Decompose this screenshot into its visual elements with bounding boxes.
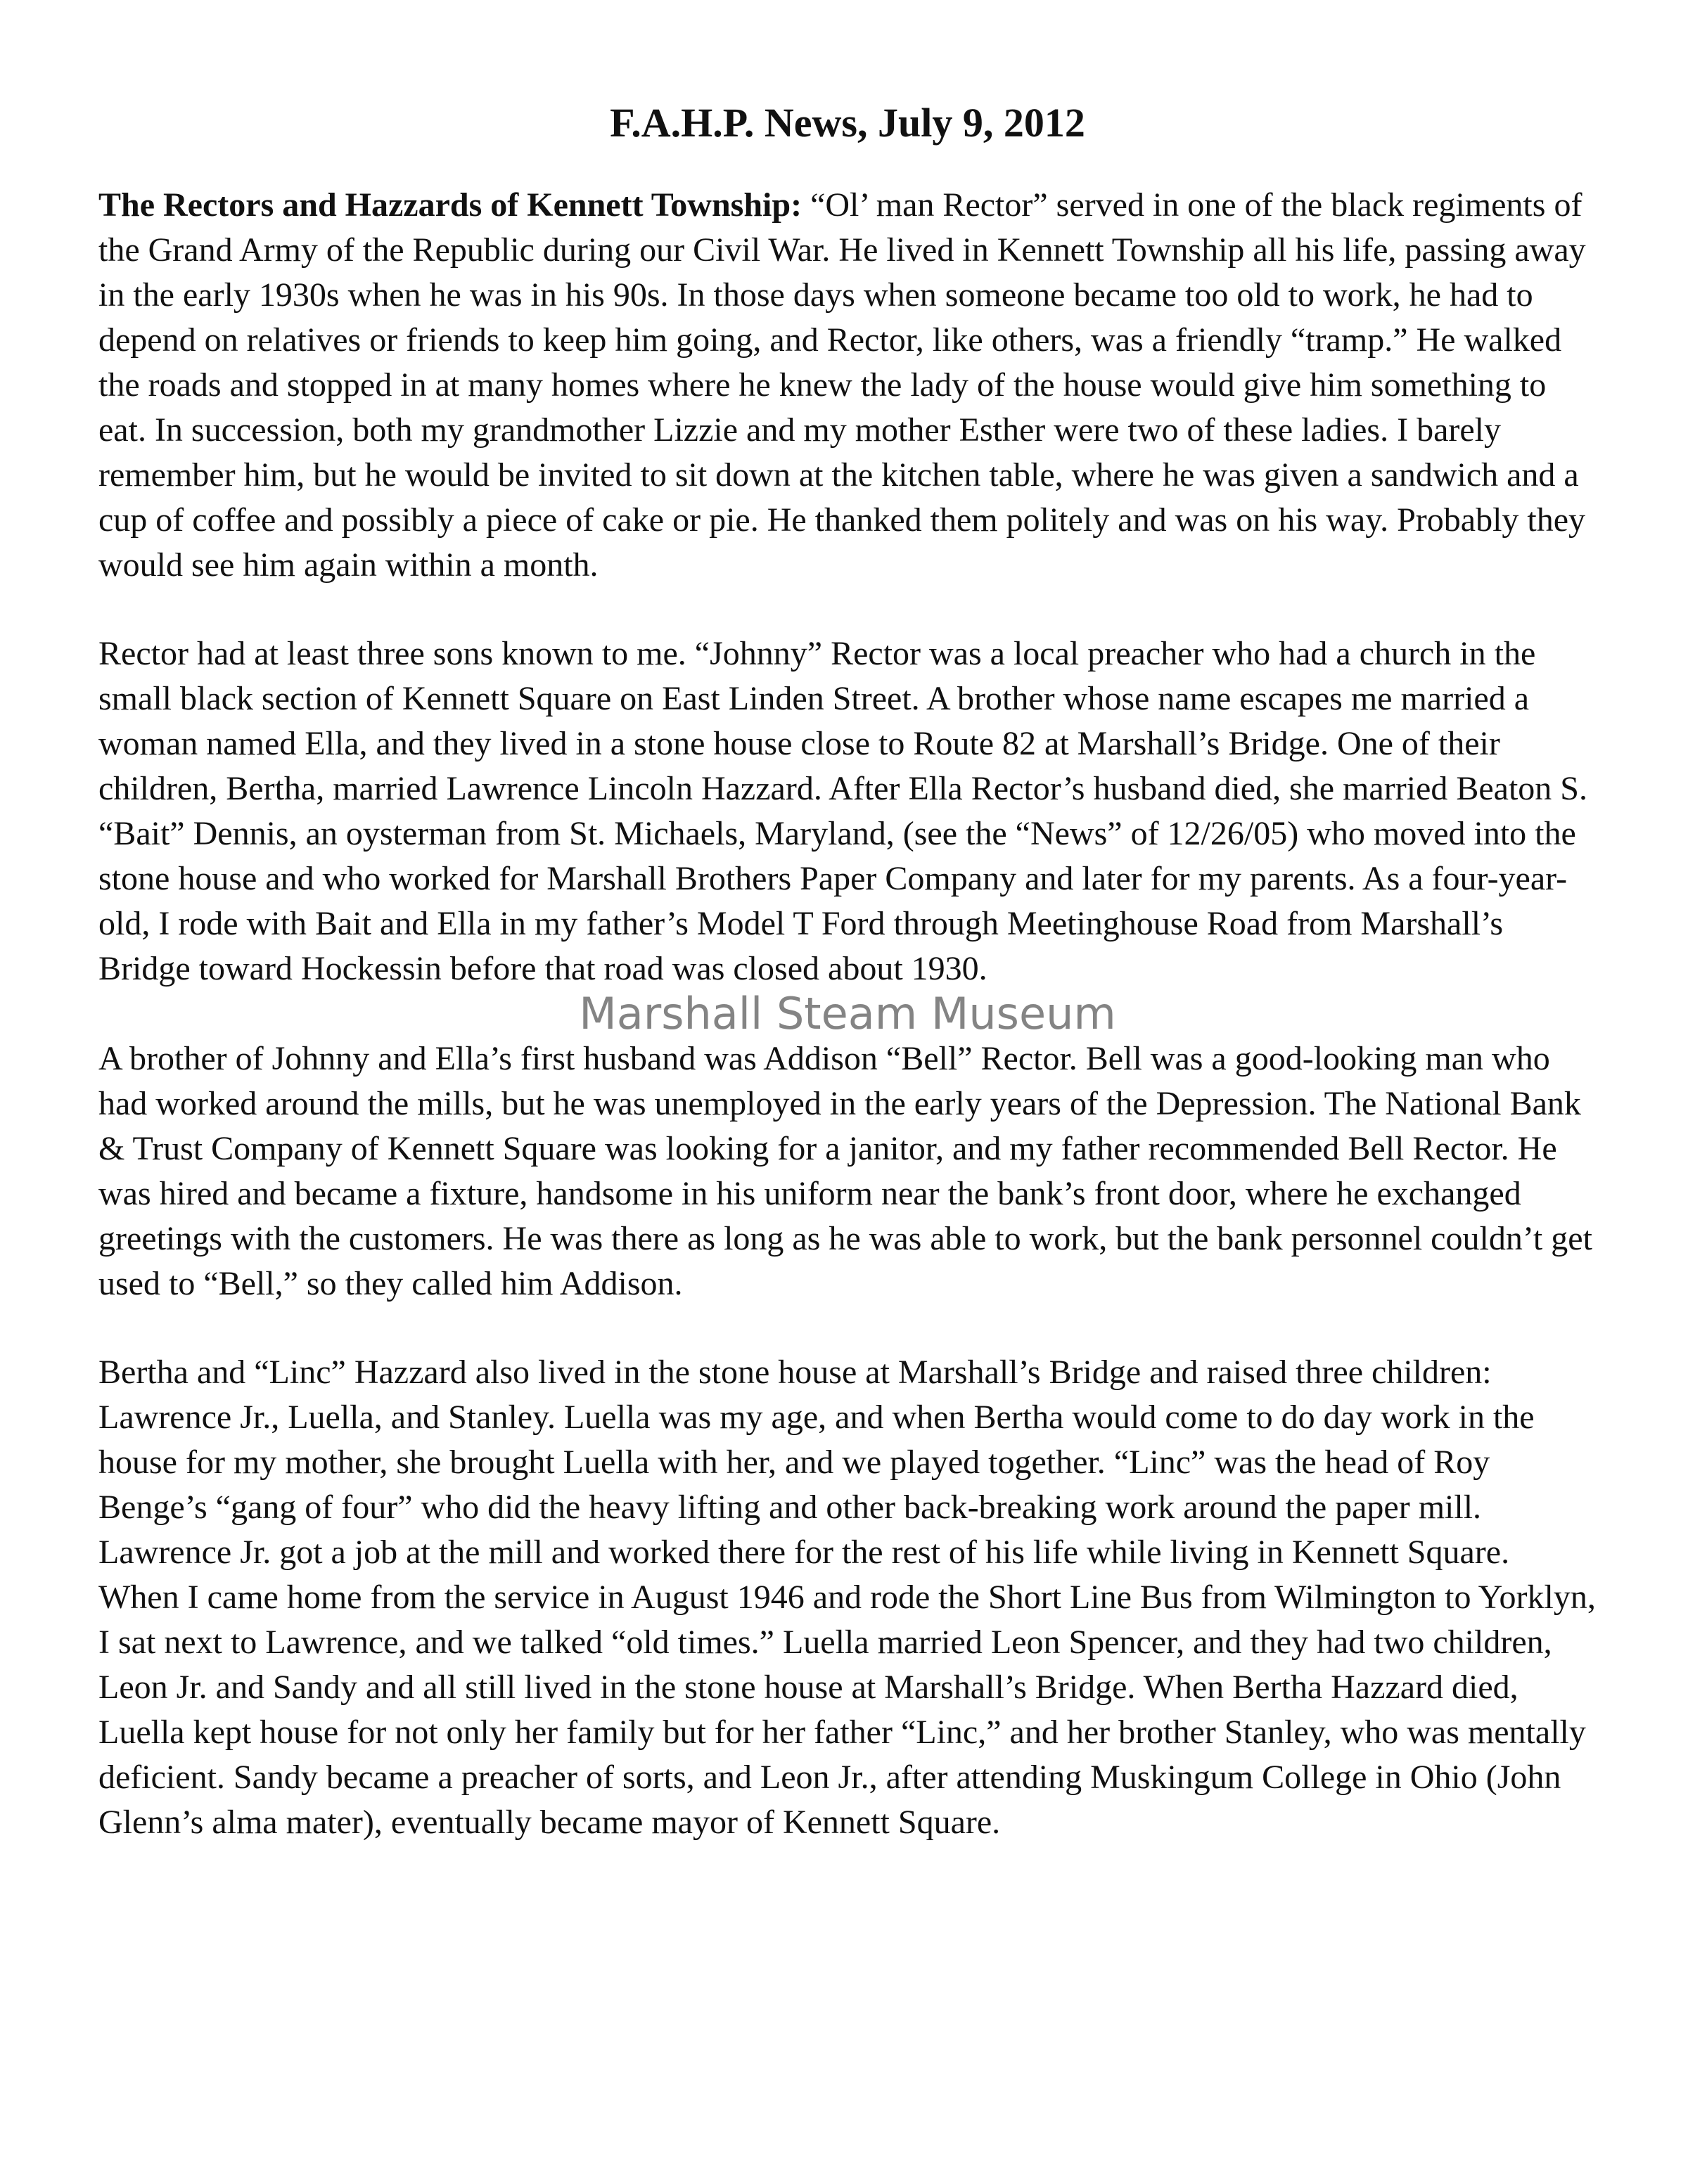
paragraph-1-text: “Ol’ man Rector” served in one of the black regiments of the Grand Army of the Republic during our Civil War. He lived in Kennett Township all his life, passing away in the early 1930s when he was in his 90s. In those days when someone became too old to work, he had to depend on relatives or friends to keep him going, and Rector, like others, was a friendly “tramp.” He walked the roads and stopped in at many homes where he knew the lady of the house would give him something to eat. In succession, both my grandmother Lizzie and my mother Esther were two of these ladies. I barely remember him, but he would be invited to sit down at the kitchen table, where he was given a sandwich and a cup of coffee and possibly a piece of cake or pie. He thanked them politely and was on his way. Probably they would see him again within a month. xyxy=(98,186,1586,584)
paragraph-4: Bertha and “Linc” Hazzard also lived in the stone house at Marshall’s Bridge and raised three children: Lawrence Jr., Luella, and Stanley. Luella was my age, and when Bertha would come to do day work in the house for my mother, she brought Luella with her, and we played together. “Linc” was the head of Roy Benge’s “gang of four” who did the heavy lifting and other back-breaking work around the paper mill. Lawrence Jr. got a job at the mill and worked there for the rest of his life while living in Kennett Square. When I came home from the service in August 1946 and rode the Short Line Bus from Wilmington to Yorklyn, I sat next to Lawrence, and we talked “old times.” Luella married Leon Spencer, and they had two children, Leon Jr. and Sandy and all still lived in the stone house at Marshall’s Bridge. When Bertha Hazzard died, Luella kept house for not only her family but for her father “Linc,” and her brother Stanley, who was mentally deficient. Sandy became a preacher of sorts, and Leon Jr., after attending Muskingum College in Ohio (John Glenn’s alma mater), eventually became mayor of Kennett Square. xyxy=(98,1353,1596,1841)
watermark: Marshall Steam Museum xyxy=(579,987,1116,1039)
paragraph-2: Rector had at least three sons known to me. “Johnny” Rector was a local preacher who had a church in the small black section of Kennett Square on East Linden Street. A brother whose name escapes me married a woman named Ella, and they lived in a stone house close to Route 82 at Marshall’s Bridge. One of their children, Bertha, married Lawrence Lincoln Hazzard. After Ella Rector’s husband died, she married Beaton S. “Bait” Dennis, an oysterman from St. Michaels, Maryland, (see the “News” of 12/26/05) who moved into the stone house and who worked for Marshall Brothers Paper Company and later for my parents. As a four-year-old, I rode with Bait and Ella in my father’s Model T Ford through Meetinghouse Road from Marshall’s Bridge toward Hockessin before that road was closed about 1930. xyxy=(98,634,1587,987)
page-title: F.A.H.P. News, July 9, 2012 xyxy=(610,100,1085,146)
document-page xyxy=(98,98,1597,1845)
section-heading: The Rectors and Hazzards of Kennett Township: xyxy=(98,186,803,224)
paragraph-3: A brother of Johnny and Ella’s first husband was Addison “Bell” Rector. Bell was a good-looking man who had worked around the mills, but he was unemployed in the early years of the Depression. The National Bank & Trust Company of Kennett Square was looking for a janitor, and my father recommended Bell Rector. He was hired and became a fixture, handsome in his uniform near the bank’s front door, where he exchanged greetings with the customers. He was there as long as he was able to work, but the bank personnel couldn’t get used to “Bell,” so they called him Addison. xyxy=(98,1039,1592,1302)
paragraph-1 xyxy=(98,183,1597,588)
